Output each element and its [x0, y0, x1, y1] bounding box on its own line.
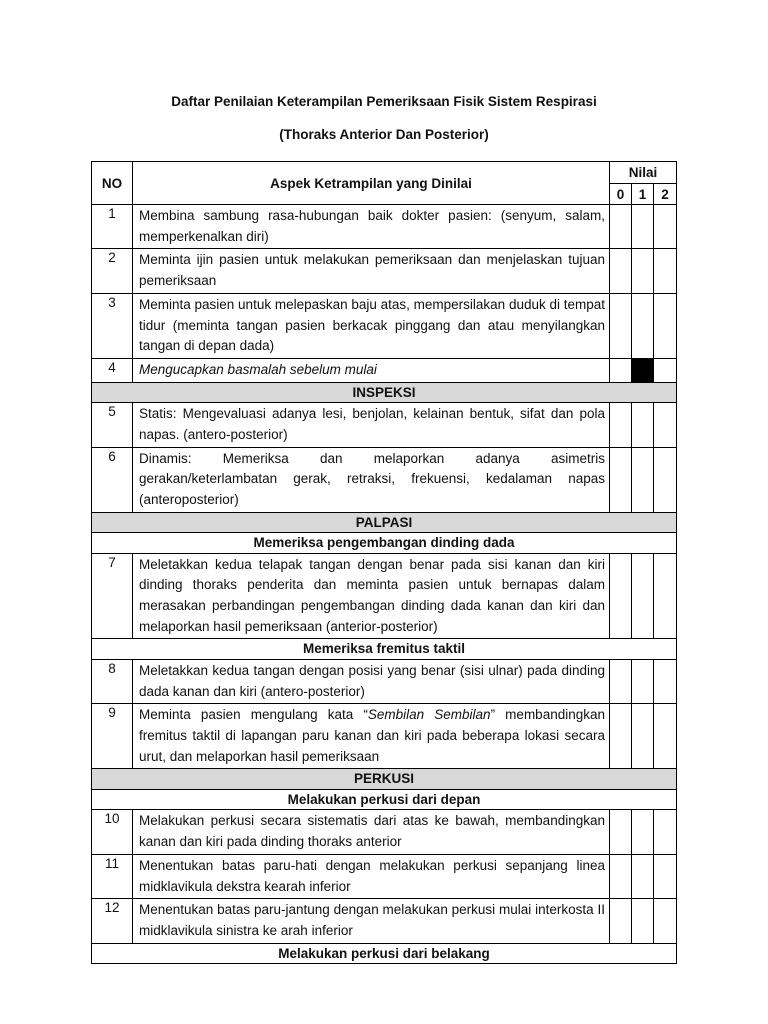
- document-subtitle: (Thoraks Anterior Dan Posterior): [279, 127, 489, 142]
- score-cell-1[interactable]: [632, 205, 654, 249]
- table-header-row: [92, 162, 677, 184]
- score-cell-1[interactable]: [632, 899, 654, 943]
- row-aspect-italic-phrase: Sembilan Sembilan: [367, 707, 491, 723]
- table-row: [92, 358, 677, 382]
- score-cell-1[interactable]: [632, 854, 654, 898]
- score-cell-2[interactable]: [654, 553, 677, 639]
- row-aspect: [133, 704, 610, 769]
- header-aspek: Aspek Ketrampilan yang Dinilai: [133, 162, 610, 205]
- score-cell-0[interactable]: [610, 358, 632, 382]
- subsection-heading-depan: Melakukan perkusi dari depan: [92, 789, 677, 810]
- score-cell-2[interactable]: [654, 899, 677, 943]
- score-cell-2[interactable]: [654, 249, 677, 293]
- score-cell-2[interactable]: [654, 205, 677, 249]
- score-cell-2[interactable]: [654, 358, 677, 382]
- section-row: [92, 512, 677, 533]
- row-aspect: Meletakkan kedua tangan dengan posisi yang benar (sisi ulnar) pada dinding dada kanan dan kiri (antero-posterior): [133, 659, 610, 703]
- header-score-1: 1: [632, 184, 654, 205]
- header-score-0: 0: [610, 184, 632, 205]
- score-cell-0[interactable]: [610, 854, 632, 898]
- table-row: [92, 249, 677, 293]
- section-heading-perkusi: PERKUSI: [92, 769, 677, 790]
- table-row: [92, 854, 677, 898]
- row-aspect: Menentukan batas paru-hati dengan melakukan perkusi sepanjang linea midklavikula dekstra kearah inferior: [133, 854, 610, 898]
- row-number: 2: [92, 249, 133, 293]
- assessment-table: [91, 161, 677, 964]
- score-cell-0[interactable]: [610, 899, 632, 943]
- row-number: 5: [92, 403, 133, 447]
- table-row: [92, 293, 677, 358]
- subsection-row: [92, 639, 677, 660]
- section-heading-palpasi: PALPASI: [92, 512, 677, 533]
- row-aspect: Melakukan perkusi secara sistematis dari atas ke bawah, membandingkan kanan dan kiri pada dinding thoraks anterior: [133, 810, 610, 854]
- table-row: [92, 553, 677, 639]
- score-cell-2[interactable]: [654, 293, 677, 358]
- row-aspect: Menentukan batas paru-jantung dengan melakukan perkusi mulai interkosta II midklavikula sinistra ke arah inferior: [133, 899, 610, 943]
- score-cell-0[interactable]: [610, 447, 632, 512]
- score-cell-2[interactable]: [654, 810, 677, 854]
- score-cell-2[interactable]: [654, 704, 677, 769]
- subsection-row: [92, 789, 677, 810]
- header-nilai: Nilai: [610, 162, 677, 184]
- score-cell-0[interactable]: [610, 704, 632, 769]
- row-aspect: Mengucapkan basmalah sebelum mulai: [133, 358, 610, 382]
- subsection-heading-dinding: Memeriksa pengembangan dinding dada: [92, 533, 677, 554]
- row-number: 1: [92, 205, 133, 249]
- score-cell-1[interactable]: [632, 447, 654, 512]
- score-cell-0[interactable]: [610, 659, 632, 703]
- row-number: 4: [92, 358, 133, 382]
- score-cell-0[interactable]: [610, 553, 632, 639]
- row-aspect-pre: Meminta pasien mengulang kata “: [139, 707, 368, 723]
- table-row: [92, 447, 677, 512]
- table-row: [92, 403, 677, 447]
- score-cell-1[interactable]: [632, 553, 654, 639]
- subsection-heading-belakang: Melakukan perkusi dari belakang: [92, 943, 677, 964]
- row-aspect: Meminta pasien untuk melepaskan baju atas, mempersilakan duduk di tempat tidur (meminta tangan pasien berkacak pinggang dan atau menyilangkan tangan di depan dada): [133, 293, 610, 358]
- score-cell-1[interactable]: [632, 249, 654, 293]
- header-score-2: 2: [654, 184, 677, 205]
- section-row: [92, 769, 677, 790]
- row-number: 8: [92, 659, 133, 703]
- subsection-heading-fremitus: Memeriksa fremitus taktil: [92, 639, 677, 660]
- score-cell-1[interactable]: [632, 810, 654, 854]
- score-cell-2[interactable]: [654, 854, 677, 898]
- table-row: [92, 704, 677, 769]
- subsection-row: [92, 533, 677, 554]
- score-cell-0[interactable]: [610, 403, 632, 447]
- row-number: 11: [92, 854, 133, 898]
- table-row: [92, 899, 677, 943]
- score-cell-1[interactable]: [632, 293, 654, 358]
- header-no: NO: [92, 162, 133, 205]
- score-cell-1[interactable]: [632, 659, 654, 703]
- row-aspect-post: ” membandingkan fremitus taktil di lapangan paru kanan dan kiri pada beberapa lokasi secara urut, dan melaporkan hasil pemeriksaan: [139, 707, 605, 764]
- row-aspect: Dinamis: Memeriksa dan melaporkan adanya asimetris gerakan/keterlambatan gerak, retraksi, frekuensi, kedalaman napas (anteroposterior): [133, 447, 610, 512]
- row-aspect: Membina sambung rasa-hubungan baik dokter pasien: (senyum, salam, memperkenalkan diri): [133, 205, 610, 249]
- section-row: [92, 382, 677, 403]
- score-cell-1-blocked: [632, 358, 654, 382]
- subsection-row: [92, 943, 677, 964]
- row-number: 9: [92, 704, 133, 769]
- score-cell-0[interactable]: [610, 293, 632, 358]
- document-title: Daftar Penilaian Keterampilan Pemeriksaan Fisik Sistem Respirasi: [171, 94, 597, 109]
- row-number: 3: [92, 293, 133, 358]
- row-aspect: Meletakkan kedua telapak tangan dengan benar pada sisi kanan dan kiri dinding thoraks penderita dan meminta pasien untuk bernapas dalam merasakan perbandingan pengembangan dinding dada kanan dan kiri dan melaporkan hasil pemeriksaan (anterior-posterior): [133, 553, 610, 639]
- score-cell-1[interactable]: [632, 704, 654, 769]
- score-cell-2[interactable]: [654, 403, 677, 447]
- score-cell-1[interactable]: [632, 403, 654, 447]
- row-aspect: Statis: Mengevaluasi adanya lesi, benjolan, kelainan bentuk, sifat dan pola napas. (antero-posterior): [133, 403, 610, 447]
- section-heading-inspeksi: INSPEKSI: [92, 382, 677, 403]
- table-row: [92, 205, 677, 249]
- score-cell-2[interactable]: [654, 447, 677, 512]
- table-row: [92, 659, 677, 703]
- score-cell-2[interactable]: [654, 659, 677, 703]
- score-cell-0[interactable]: [610, 810, 632, 854]
- row-number: 6: [92, 447, 133, 512]
- score-cell-0[interactable]: [610, 205, 632, 249]
- row-aspect: Meminta ijin pasien untuk melakukan pemeriksaan dan menjelaskan tujuan pemeriksaan: [133, 249, 610, 293]
- table-row: [92, 810, 677, 854]
- score-cell-0[interactable]: [610, 249, 632, 293]
- row-number: 12: [92, 899, 133, 943]
- row-number: 10: [92, 810, 133, 854]
- row-number: 7: [92, 553, 133, 639]
